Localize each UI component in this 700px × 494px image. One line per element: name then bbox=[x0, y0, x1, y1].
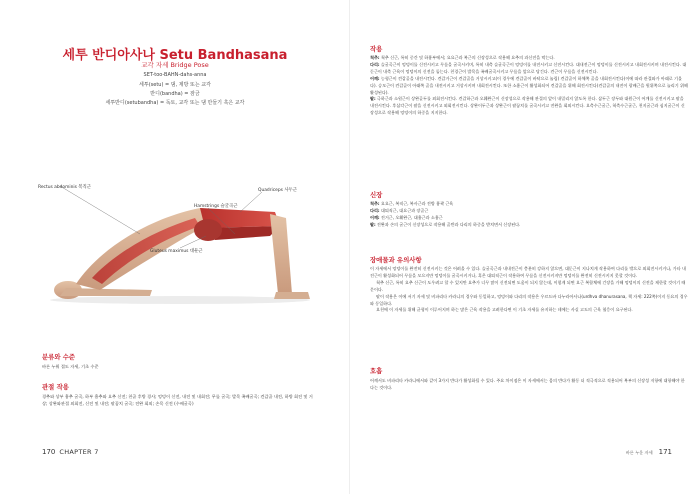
stretch-body bbox=[370, 201, 688, 229]
classification-body: 바른 누워 접도 자세, 기초 수준 bbox=[42, 364, 99, 369]
bridge-pose-illustration bbox=[30, 178, 330, 308]
obstacles-paragraph: 척추 신근, 특히 요추 신근이 도우려고 할 수 있지만 요추가 너무 많이 신전되면 도움이 되지 않는데, 이렇게 되면 요근 복합체에 긴장을 가해 엉덩이의 신전을 제한할 것이기 때문이다. bbox=[370, 279, 686, 292]
callout-hamstrings: Hamstrings 슬굴곡근 bbox=[194, 204, 238, 209]
joint-action-body: 경추와 상부 흉추 굴곡, 하부 흉추와 요추 신전; 천골 후방 경사; 엉덩이 신전, 내전 및 내회전; 무릎 굴곡; 발목 족배굴곡; 견갑골 내전, 하방 회전 및 거상; 상완와관절 외회전, 신전 및 내전; 팔꿈치 굴곡; 전완 회외; 손목 신전 (수배굴곡) bbox=[42, 394, 313, 406]
stretch-paragraph: 다리: 대퇴직근, 대요근과 장골근 bbox=[370, 207, 429, 213]
effect-body bbox=[370, 55, 688, 117]
pose-subtitle: 교각 자세 Bridge Pose bbox=[141, 61, 209, 69]
classification-heading: 분류와 수준 bbox=[42, 353, 76, 361]
obstacles-paragraph: 이 자세에서 엉덩이를 완전히 신전시키는 것은 어려울 수 있다. 슬굴곡근과 내내전근이 충분히 강하지 않으면, 대둔근이 지나치게 작용하여 다리를 밖으로 외회전시키거나, 가타 내전근이 활성화되어 무릎을 모으지만 엉덩이를 굴곡시키거나, 혹은 대퇴직근이 작용하여 무릎을 신전시키지만 엉덩이를 완전히 신전시키지 못할 것이다. bbox=[370, 266, 686, 278]
breathing-heading: 호흡 bbox=[370, 367, 383, 375]
right-footer bbox=[626, 448, 672, 456]
stretch-paragraph: 어깨: 전거근, 오훼완근, 대흉근과 소흉근 bbox=[370, 214, 443, 220]
shin-shape bbox=[270, 214, 292, 294]
running-title: 바른 누운 자세 bbox=[625, 450, 653, 455]
effect-paragraph: 팔: 극하근과 소원근이 상완골두를 외회전시킨다. 견갑하근과 오훼완근이 신장성으로 작용해 관절의 앞이 내밀리지 않도록 한다. 삼두근 장두와 대원근이 어깨를 신전시키고 팔을 내전시킨다. 후삼각근이 팔을 신전시키고 외회전시킨다. 상완이두근과 상완근이 팔꿈치를 굴곡시키고 전완을 회외시킨다. 요측수근굴근, 척측수근굴근, 천지굴근과 심지굴근이 신장성으로 작용해 엉덩이의 하중을 지지한다. bbox=[370, 96, 685, 116]
obstacles-paragraph: 요천에 이 자세를 위해 균형이 이루어지며 하는 많은 근육 작용을 고려한다면 이 기초 자세를 유지하는 데에는 사실 고도의 근육 협응이 요구된다. bbox=[376, 307, 633, 313]
effect-paragraph: 척추: 척추 신근, 특히 중간 및 하흉부에서; 요요근과 복근의 신장성으로 작용해 요추의 과신전을 막는다. bbox=[370, 55, 555, 60]
callout-rectus-abdominis: Rectus abdominis 복직근 bbox=[38, 185, 92, 190]
stretch-paragraph: 팔: 전완과 손의 굴근이 신장성으로 작용해 골반과 다리의 하중을 받치면서 신장된다. bbox=[370, 221, 521, 227]
effect-heading: 작용 bbox=[370, 45, 383, 53]
etymology-line: 반디(bandha) = 잠금 bbox=[150, 91, 200, 97]
etymology-line: 세투반디(setubandha) = 독토, 교각 또는 댐 만들기 혹은 교각 bbox=[105, 100, 245, 106]
obstacles-heading: 장애물과 유의사항 bbox=[370, 256, 422, 264]
pronunciation-line: SET-too-BAHN-dahs-anna bbox=[143, 72, 207, 78]
effect-paragraph: 다리: 슬굴곡근이 엉덩이를 신전시키고 무릎을 굴곡시키며, 특히 내측 슬굴곡근이 엉덩이를 내전시키고 신전시킨다. 대내전근이 엉덩이를 신전시키고 내회전시키며 내전시킨다. 대둔근이 내측 근육이 엉덩이의 신전을 돕는다. 천경근이 발목을 족배굴곡시키고 무릎을 앞으로 당긴다. 견근이 무릎을 신전시킨다. bbox=[370, 61, 687, 74]
breathing-body: 어깨서도 비파리타 카라니에서와 같이 3가지 반다가 활성화될 수 있다. 주요 차이점은 이 자세에서는 몸의 반다가 활동 더 적극적으로 적용되어 복부의 신장성 저항에 대항해야 한다는 것이다. bbox=[370, 378, 685, 390]
joint-action-heading: 관절 작용 bbox=[42, 383, 69, 391]
page-number: 171 bbox=[658, 448, 672, 456]
left-footer bbox=[42, 448, 99, 456]
obstacles-paragraph: 팔이 작용은 이에 서기 자세 및 비파리타 카라니의 경우와 동일하고, 엉덩이와 다리의 작용은 우르드바 다누라아사나(urdhva dhanurasana, 책 자세: 222쪽)이지 동요의 경우와 동일하다. bbox=[370, 293, 688, 306]
callout-gluteus-maximus: Gluteus maximus 대둔근 bbox=[150, 249, 203, 254]
callout-quadriceps: Quadriceps 사두근 bbox=[258, 188, 298, 193]
page-number: 170 bbox=[42, 448, 56, 456]
foot-shape bbox=[274, 292, 310, 299]
obstacles-body bbox=[370, 266, 688, 314]
pose-title: 세투 반디아사나 Setu Bandhasana bbox=[62, 48, 288, 63]
chapter-label: CHAPTER 7 bbox=[59, 448, 99, 456]
stretch-heading: 신장 bbox=[370, 191, 383, 199]
arm-shape bbox=[60, 288, 152, 296]
stretch-paragraph: 척추: 요요근, 복직근, 복사근과 전방 흉곽 근육 bbox=[370, 201, 454, 206]
gluteus-shape bbox=[194, 219, 222, 241]
right-page bbox=[350, 0, 700, 494]
etymology-line: 세투(setu) = 댐, 제방 또는 교각 bbox=[139, 82, 211, 88]
effect-paragraph: 어깨: 능형근이 견갑골을 내전시킨다. 견갑거근이 견갑골을 거상시키고(이 경우에 견갑골이 바닥으로 눌림) 견갑골이 하체쪽 골을 내회전시킨다(이에 따라 관절와가 아래로 기울다). 승모근이 견갑골이 아래쪽 골을 내전시키고 거상시키며 내회전시킨다. 또한 소흉근이 활성화되어 견갑골을 위해 회전시킨다(견갑골의 내전이 광배근을 원위쪽으로 늘리기 위해 활성된다). bbox=[370, 75, 688, 95]
